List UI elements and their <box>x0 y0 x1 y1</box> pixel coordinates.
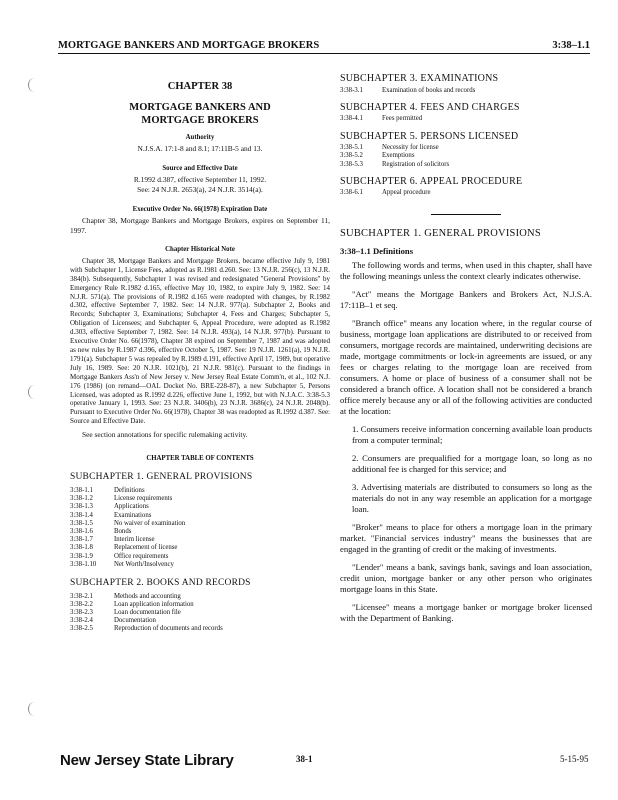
toc-item-number: 3:38-2.2 <box>70 600 93 608</box>
toc-item-number: 3:38-1.4 <box>70 511 93 519</box>
toc-item-number: 3:38-5.3 <box>340 160 363 168</box>
section-divider <box>431 214 501 215</box>
authority-text: N.J.S.A. 17:1-8 and 8.1; 17:11B-5 and 13. <box>137 144 263 154</box>
toc-item-title: Bonds <box>114 527 132 535</box>
toc-item-number: 3:38-1.5 <box>70 519 93 527</box>
toc-item-number: 3:38-2.4 <box>70 617 93 625</box>
toc-item-number: 3:38-2.3 <box>70 608 93 616</box>
toc-item-number: 3:38-3.1 <box>340 86 363 94</box>
history-heading: Chapter Historical Note <box>165 246 235 254</box>
subchapter-1-heading: SUBCHAPTER 1. GENERAL PROVISIONS <box>340 227 541 239</box>
toc-subchapter-5-list <box>340 144 592 169</box>
chapter-title: MORTGAGE BANKERS AND MORTGAGE BROKERS <box>129 101 271 126</box>
toc-item-title: No waiver of examination <box>114 519 186 527</box>
annotations-note: See section annotations for specific rulemaking activity. <box>82 430 248 440</box>
source-heading: Source and Effective Date <box>162 164 238 172</box>
toc-subchapter-4-heading: SUBCHAPTER 4. FEES AND CHARGES <box>340 101 520 113</box>
toc-item-title: Interim license <box>114 536 155 544</box>
toc-item-title: Examination of books and records <box>382 86 476 94</box>
toc-subchapter-1-list <box>70 487 330 569</box>
toc-item-title: Replacement of license <box>114 544 178 552</box>
toc-item-title: Loan application information <box>114 600 194 608</box>
right-column <box>340 74 592 631</box>
toc-item-title: Reproduction of documents and records <box>114 625 223 633</box>
toc-item-title: Appeal procedure <box>382 189 431 197</box>
toc-item-title: Applications <box>114 503 149 511</box>
toc-item-number: 3:38-1.2 <box>70 495 93 503</box>
definition-licensee: "Licensee" means a mortgage banker or mortgage broker licensed with the Department of Banking. <box>340 601 592 623</box>
punch-hole-mark <box>28 385 41 399</box>
toc-item-number: 3:38-5.2 <box>340 152 363 160</box>
branch-office-item-3: 3. Advertising materials are distributed to consumers so long as the materials do not in any way resemble an application for a mortgage loan. <box>352 481 592 514</box>
toc-item-title: Fees permitted <box>382 115 423 123</box>
toc-item-title: Documentation <box>114 617 156 625</box>
toc-item-number: 3:38-5.1 <box>340 144 363 152</box>
toc-subchapter-6-list <box>340 189 592 197</box>
toc-item-number: 3:38-2.1 <box>70 592 93 600</box>
toc-item-number: 3:38-6.1 <box>340 189 363 197</box>
toc-item-number: 3:38-1.9 <box>70 552 93 560</box>
toc-subchapter-4-list <box>340 115 592 123</box>
toc-item-number: 3:38-1.6 <box>70 527 93 535</box>
toc-subchapter-3-list <box>340 87 592 95</box>
source-line-2: See: 24 N.J.R. 2653(a), 24 N.J.R. 3514(a). <box>137 184 263 194</box>
branch-office-item-1: 1. Consumers receive information concerning available loan products from a computer terminal; <box>352 423 592 445</box>
running-header <box>58 33 590 54</box>
toc-item-number: 3:38-4.1 <box>340 115 363 123</box>
toc-item-title: Loan documentation file <box>114 608 181 616</box>
toc-subchapter-2-list <box>70 593 330 634</box>
toc-item-title: Definitions <box>114 486 145 494</box>
toc-item-title: Registration of solicitors <box>382 160 450 168</box>
toc-item-number: 3:38-1.3 <box>70 503 93 511</box>
source-line-1: R.1992 d.387, effective September 11, 1992. <box>133 175 267 185</box>
toc-subchapter-5-heading: SUBCHAPTER 5. PERSONS LICENSED <box>340 130 519 142</box>
toc-subchapter-1-heading: SUBCHAPTER 1. GENERAL PROVISIONS <box>70 472 253 483</box>
definition-lender: "Lender" means a bank, savings bank, savings and loan association, credit union, mortgage banker or any other person who originates mortgage loans in this State. <box>340 561 592 594</box>
toc-subchapter-3-heading: SUBCHAPTER 3. EXAMINATIONS <box>340 73 499 84</box>
revision-date: 5-15-95 <box>560 754 589 764</box>
chapter-number: CHAPTER 38 <box>167 81 233 92</box>
library-stamp: New Jersey State Library <box>60 752 234 769</box>
toc-item-title: Examinations <box>114 511 152 519</box>
page-number: 38-1 <box>296 754 313 764</box>
toc-item-title: Necessity for license <box>382 144 439 152</box>
toc-subchapter-2-heading: SUBCHAPTER 2. BOOKS AND RECORDS <box>70 577 251 588</box>
toc-item-number: 3:38-2.5 <box>70 625 93 633</box>
exec-order-heading: Executive Order No. 66(1978) Expiration Date <box>132 205 268 213</box>
definition-branch-office: "Branch office" means any location where, in the regular course of business, mortgage loan applications are distributed to or received from consumers, mortgage records are maintained, underwriting decisions are made, mortgage commitments or lock-in agreements are issued, or any fees or charges relating to the mortgage loan are received from consumers. A home or place of business of a consumer shall not be considered a branch office. A location shall not be considered a branch office merely because any or all of the following activities are conducted at the location: <box>340 317 592 416</box>
toc-item-title: License requirements <box>114 495 173 503</box>
toc-item-title: Office requirements <box>114 552 169 560</box>
definition-act: "Act" means the Mortgage Bankers and Brokers Act, N.J.S.A. 17:11B–1 et seq. <box>340 288 592 310</box>
definitions-intro: The following words and terms, when used in this chapter, shall have the following meanings unless the context clearly indicates otherwise. <box>340 259 592 281</box>
header-title: MORTGAGE BANKERS AND MORTGAGE BROKERS <box>58 40 320 51</box>
exec-order-text: Chapter 38, Mortgage Bankers and Mortgage Brokers, expires on September 11, 1997. <box>70 216 330 235</box>
header-section-number: 3:38–1.1 <box>552 40 590 51</box>
definition-broker: "Broker" means to place for others a mortgage loan in the primary market. "Financial services industry" means the businesses that are engaged in the granting of credit or the making of investments. <box>340 521 592 554</box>
toc-heading: CHAPTER TABLE OF CONTENTS <box>146 454 254 462</box>
branch-office-item-2: 2. Consumers are prequalified for a mortgage loan, so long as no additional fee is charged for this service; and <box>352 452 592 474</box>
history-note: Chapter 38, Mortgage Bankers and Mortgage Brokers, became effective July 9, 1981 with Subchapter 1, License Fees, adopted as R.1981 d.260. See: 13 N.J.R. 256(c), 13 N.J.R. 384(b). Subsequently, Subchapter 1 was revised and redesignated "General Provisions" by Emergency Rule R.1982 d.165, effective May 10, 1982, to expire July 9, 1982. See: 14 N.J.R. 571(a). The provisions of R.1982 d.165 were readopted with changes, by R.1982 d.302, effective September 7, 1982. See: 14 N.J.R. 977(a). Subchapter 2, Books and Records; Subchapter 3, Examinations; Subchapter 4, Fees and Charges; Subchapter 5, Obligation of Licensees; and Subchapter 6, Appeal Procedure, were adopted as R.1982 d.303, effective September 7, 1982. See: 14 N.J.R. 493(a), 14 N.J.R. 977(b). Pursuant to Executive Order No. 66(1978), Chapter 38 expired on September 7, 1987 and was adopted as new rules by R.1987 d.396, effective October 5, 1987. See: 19 N.J.R. 1261(a), 19 N.J.R. 1791(a). Subchapter 5 was repealed by R.1989 d.191, effective April 17, 1989, but operative July 16, 1989. See: 20 N.J.R. 1021(b), 21 N.J.R. 981(c). Pursuant to the findings in Mortgage Bankers Ass'n of New Jersey v. New Jersey Real Estate Comm'n, et al., 102 N.J. 176 (1986) (on remand—OAL Docket No. BRE-228-87), a new Subchapter 5, Persons Licensed, was adopted as R.1992 d.226, effective June 1, 1992, but with N.J.A.C. 3:38-5.3 operative January 1, 1993. See: 23 N.J.R. 3406(b), 23 N.J.R. 3686(c), 24 N.J.R. 2048(b). Pursuant to Executive Order No. 66(1978), Chapter 38 was readopted as R.1992 d.387. See: Source and Effective Date. <box>70 256 330 426</box>
toc-item-title: Exemptions <box>382 152 415 160</box>
toc-item-number: 3:38-1.1 <box>70 486 93 494</box>
toc-item-number: 3:38-1.8 <box>70 544 93 552</box>
left-column <box>70 74 330 634</box>
punch-hole-mark <box>28 702 41 716</box>
toc-item-number: 3:38-1.10 <box>70 560 97 568</box>
punch-hole-mark <box>28 78 41 92</box>
authority-heading: Authority <box>185 133 215 141</box>
definitions-heading: 3:38–1.1 Definitions <box>340 246 414 257</box>
toc-item-title: Methods and accounting <box>114 592 181 600</box>
toc-item-number: 3:38-1.7 <box>70 536 93 544</box>
toc-subchapter-6-heading: SUBCHAPTER 6. APPEAL PROCEDURE <box>340 175 523 187</box>
toc-item-title: Net Worth/Insolvency <box>114 560 174 568</box>
